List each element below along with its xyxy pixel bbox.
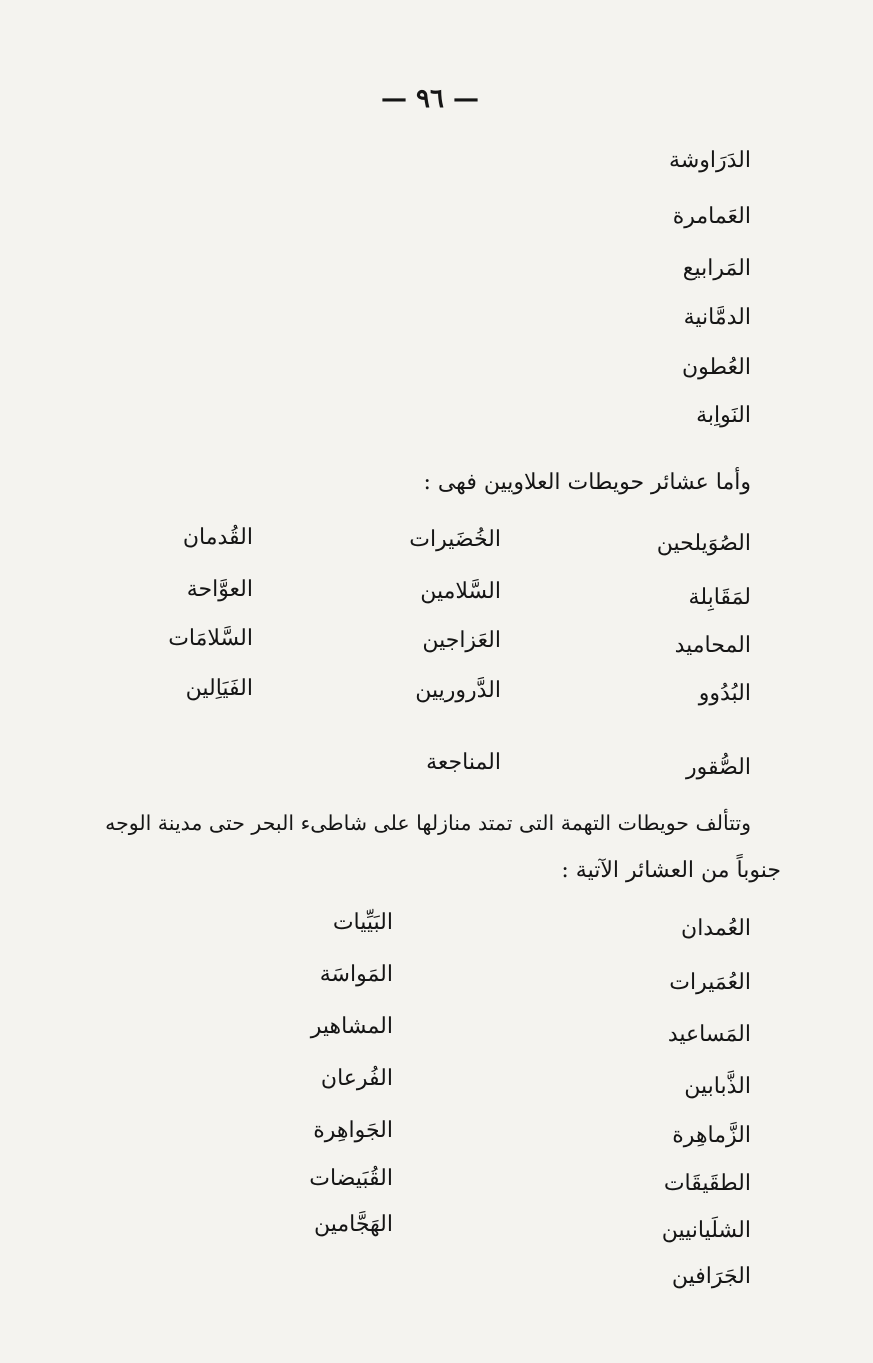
table-cell: الدَّروريين bbox=[415, 678, 501, 703]
sentence: وأما عشائر حويطات العلاويين فهى : bbox=[423, 470, 751, 495]
table-cell: الفُرعان bbox=[320, 1066, 393, 1091]
table-cell: السَّلامَات bbox=[168, 626, 253, 651]
list-item: النَواِبة bbox=[696, 403, 751, 428]
table-cell: القُبَيضات bbox=[309, 1166, 393, 1191]
table-cell: الزَّماهِرة bbox=[672, 1123, 751, 1148]
table-cell: الفَيَاِلين bbox=[185, 676, 253, 701]
table-cell: العوَّاحة bbox=[186, 577, 253, 602]
table-cell: الصُّقور bbox=[685, 755, 751, 780]
table-cell: الذَّبابين bbox=[684, 1074, 751, 1099]
table-cell: الجَرَافين bbox=[671, 1264, 751, 1289]
table-cell: الطقَيقَات bbox=[663, 1171, 751, 1196]
table-cell: الخُضَيرات bbox=[409, 527, 501, 552]
paragraph-line: جنوباً من العشائر الآتية : bbox=[561, 858, 781, 883]
list-item: المَرابيع bbox=[682, 256, 751, 281]
table-cell: المشاهير bbox=[310, 1014, 393, 1039]
table-cell: الصُوَيلحين bbox=[656, 531, 751, 556]
table-cell: المَواسَة bbox=[319, 962, 393, 987]
paragraph-line: وتتألف حويطات التهمة التى تمتد منازلها على شاطىء البحر حتى مدينة الوجه bbox=[105, 811, 751, 835]
table-cell: العَزاجين bbox=[422, 628, 501, 653]
table-cell: البَيِّيات bbox=[332, 910, 393, 935]
page-number: — ٩٦ — bbox=[380, 84, 480, 114]
table-cell: الجَواهِرة bbox=[313, 1118, 393, 1143]
table-cell: البُدُوو bbox=[698, 681, 751, 706]
table-cell: السَّلامين bbox=[420, 579, 501, 604]
table-cell: القُدمان bbox=[182, 525, 253, 550]
table-cell: الهَجَّامين bbox=[313, 1212, 393, 1237]
table-cell: الشلَيانيين bbox=[661, 1218, 751, 1243]
table-cell: العُمدان bbox=[681, 916, 751, 941]
list-item: الدمَّانية bbox=[683, 305, 751, 330]
list-item: الدَرَاوشة bbox=[669, 148, 751, 173]
list-item: العَمامرة bbox=[672, 204, 751, 229]
table-cell: العُمَيرات bbox=[669, 970, 751, 995]
table-cell: المناجعة bbox=[426, 750, 501, 775]
table-cell: لمَقَابِلة bbox=[688, 585, 751, 610]
table-cell: المَساعيد bbox=[667, 1022, 751, 1047]
table-cell: المحاميد bbox=[674, 633, 751, 658]
list-item: العُطون bbox=[682, 355, 751, 380]
